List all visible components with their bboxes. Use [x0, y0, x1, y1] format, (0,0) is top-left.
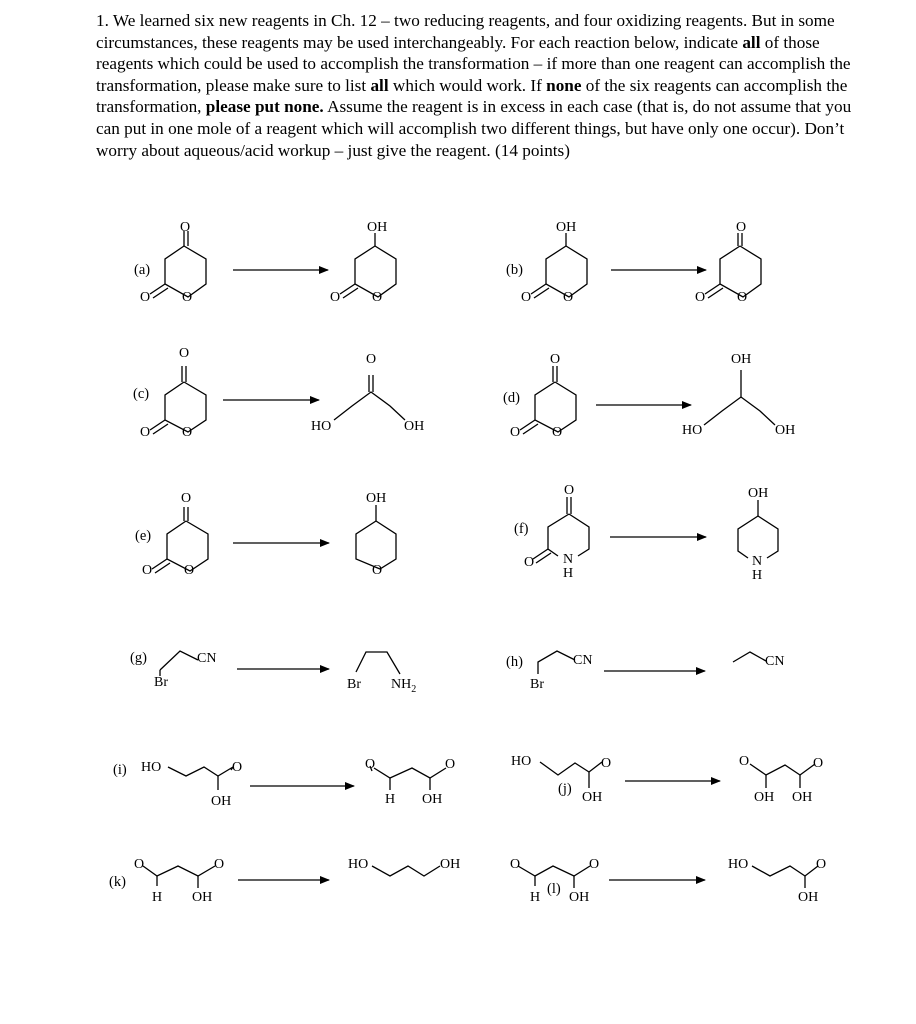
structure-h-product	[733, 652, 766, 662]
atom-o-e4: O	[372, 563, 383, 578]
atom-oh-a: OH	[367, 220, 388, 235]
atom-oh-l2: OH	[798, 890, 819, 905]
atom-ho-c: HO	[311, 419, 332, 434]
atom-oh-e: OH	[366, 491, 387, 506]
structure-i-reactant	[168, 767, 233, 790]
atom-o-f2: O	[524, 555, 535, 570]
atom-o-a5: O	[372, 290, 383, 305]
atom-o-c2: O	[140, 425, 151, 440]
atom-o-e2: O	[142, 563, 153, 578]
label-e: (e)	[135, 528, 152, 544]
label-a: (a)	[134, 262, 151, 278]
label-f: (f)	[514, 521, 529, 537]
atom-nh2-g: $NH_2$	[391, 677, 417, 695]
question-sentence-4: of the six reagents can accomplish the transformation,	[96, 75, 848, 117]
atom-o-d1: O	[550, 352, 561, 367]
label-i: (i)	[113, 762, 127, 778]
structure-g-product	[356, 652, 400, 674]
atom-o-j2: O	[739, 754, 750, 769]
atom-o-i2: O	[365, 757, 376, 772]
label-b: (b)	[506, 262, 523, 278]
emphasis-all-2: all	[370, 75, 389, 95]
atom-o-b2: O	[563, 290, 574, 305]
atom-ho-j: HO	[511, 754, 532, 769]
structure-f-reactant	[533, 497, 589, 563]
structure-b-reactant	[531, 233, 587, 298]
atom-h-l: H	[530, 890, 541, 905]
atom-o-c1: O	[179, 346, 190, 361]
atom-n-f1: N	[563, 552, 574, 567]
atom-h-f1: H	[563, 566, 574, 581]
atom-oh-l: OH	[569, 890, 590, 905]
label-g: (g)	[130, 650, 147, 666]
atom-oh-k2: OH	[440, 857, 461, 872]
structure-d-reactant	[520, 366, 576, 434]
structure-d-product	[704, 370, 775, 425]
structure-h-reactant	[538, 651, 575, 674]
atom-oh-j3: OH	[792, 790, 813, 805]
atom-oh-i1: OH	[211, 794, 232, 809]
atom-o-l2: O	[589, 857, 600, 872]
structure-g-reactant	[160, 651, 198, 676]
atom-o-b1: O	[521, 290, 532, 305]
atom-o-e1: O	[181, 491, 192, 506]
atom-o-e3: O	[184, 563, 195, 578]
atom-oh-k: OH	[192, 890, 213, 905]
emphasis-all-1: all	[742, 32, 761, 52]
atom-o-a3: O	[182, 290, 193, 305]
label-c: (c)	[133, 386, 150, 402]
atom-h-i: H	[385, 792, 396, 807]
atom-o-a4: O	[330, 290, 341, 305]
structure-e-reactant	[152, 507, 208, 573]
structure-c-reactant	[150, 366, 206, 434]
atom-o-j3: O	[813, 756, 824, 771]
question-sentence-5: Assume the reagent is in excess in each case (that is, do not assume that you can put in one mole of a reagent which will accomplish two different things, but have only one occur). Don’t worry about aqueous/acid workup – just give the reagent. (14 points)	[96, 97, 852, 160]
atom-oh-i2: OH	[422, 792, 443, 807]
atom-br-g2: Br	[347, 677, 361, 692]
atom-cn-h: CN	[573, 653, 593, 668]
atom-o-a1: O	[180, 220, 191, 235]
atom-o-d3: O	[552, 425, 563, 440]
atom-n-f2: N	[752, 554, 763, 569]
atom-ho-l: HO	[728, 857, 749, 872]
atom-oh-c: OH	[404, 419, 425, 434]
atom-o-c4: O	[366, 352, 377, 367]
atom-br-g: Br	[154, 675, 168, 690]
atom-o-k1: O	[134, 857, 145, 872]
atom-o-a2: O	[140, 290, 151, 305]
atom-o-b5: O	[737, 290, 748, 305]
structure-c-product	[334, 375, 405, 420]
atom-oh-j2: OH	[754, 790, 775, 805]
structure-k-product	[372, 866, 440, 876]
atom-cn-h2: CN	[765, 654, 785, 669]
emphasis-none: none	[546, 75, 582, 95]
atom-o-i3: O	[445, 757, 456, 772]
atom-o-l1: O	[510, 857, 521, 872]
atom-oh-f: OH	[748, 486, 769, 501]
atom-oh-j1: OH	[582, 790, 603, 805]
structure-l-product	[752, 866, 818, 888]
label-l: (l)	[547, 881, 561, 897]
atom-ho-k: HO	[348, 857, 369, 872]
structure-j-product	[750, 764, 815, 788]
label-d: (d)	[503, 390, 520, 406]
label-j: (j)	[558, 781, 572, 797]
label-h: (h)	[506, 654, 523, 670]
atom-ho-i: HO	[141, 760, 162, 775]
atom-br-h: Br	[530, 677, 544, 692]
structure-b-product	[705, 233, 761, 298]
structure-e-product	[356, 505, 396, 569]
structure-a-reactant	[150, 231, 206, 298]
structure-f-product	[738, 500, 778, 558]
atom-oh-d2: OH	[775, 423, 796, 438]
atom-cn-g: CN	[197, 651, 217, 666]
question-sentence-2: of those reagents which could be used to accomplish the transformation – if more than one reagent can accomplish the transformation, please make sure to list	[96, 32, 851, 95]
atom-o-f1: O	[564, 483, 575, 498]
label-k: (k)	[109, 874, 126, 890]
question-number: 1.	[96, 11, 109, 30]
atom-oh-d: OH	[731, 352, 752, 367]
structure-a-product	[340, 233, 396, 298]
emphasis-please-put-none: please put none.	[205, 97, 324, 117]
atom-o-b4: O	[695, 290, 706, 305]
atom-h-k: H	[152, 890, 163, 905]
atom-o-b3: O	[736, 220, 747, 235]
structure-k-reactant	[143, 866, 215, 888]
atom-o-i1: O	[232, 760, 243, 775]
atom-o-j1: O	[601, 756, 612, 771]
atom-o-c3: O	[182, 425, 193, 440]
atom-h-f2: H	[752, 568, 763, 583]
structure-i-product	[370, 766, 446, 790]
question-sentence-1: We learned six new reagents in Ch. 12 – two reducing reagents, and four oxidizing reagents. But in some circumstances, these reagents may be used interchangeably. For each reaction below, indicate	[96, 11, 835, 52]
atom-oh-b: OH	[556, 220, 577, 235]
atom-o-d2: O	[510, 425, 521, 440]
atom-o-l3: O	[816, 857, 827, 872]
atom-o-k2: O	[214, 857, 225, 872]
atom-ho-d: HO	[682, 423, 703, 438]
question-sentence-3: which would work. If	[388, 75, 547, 95]
